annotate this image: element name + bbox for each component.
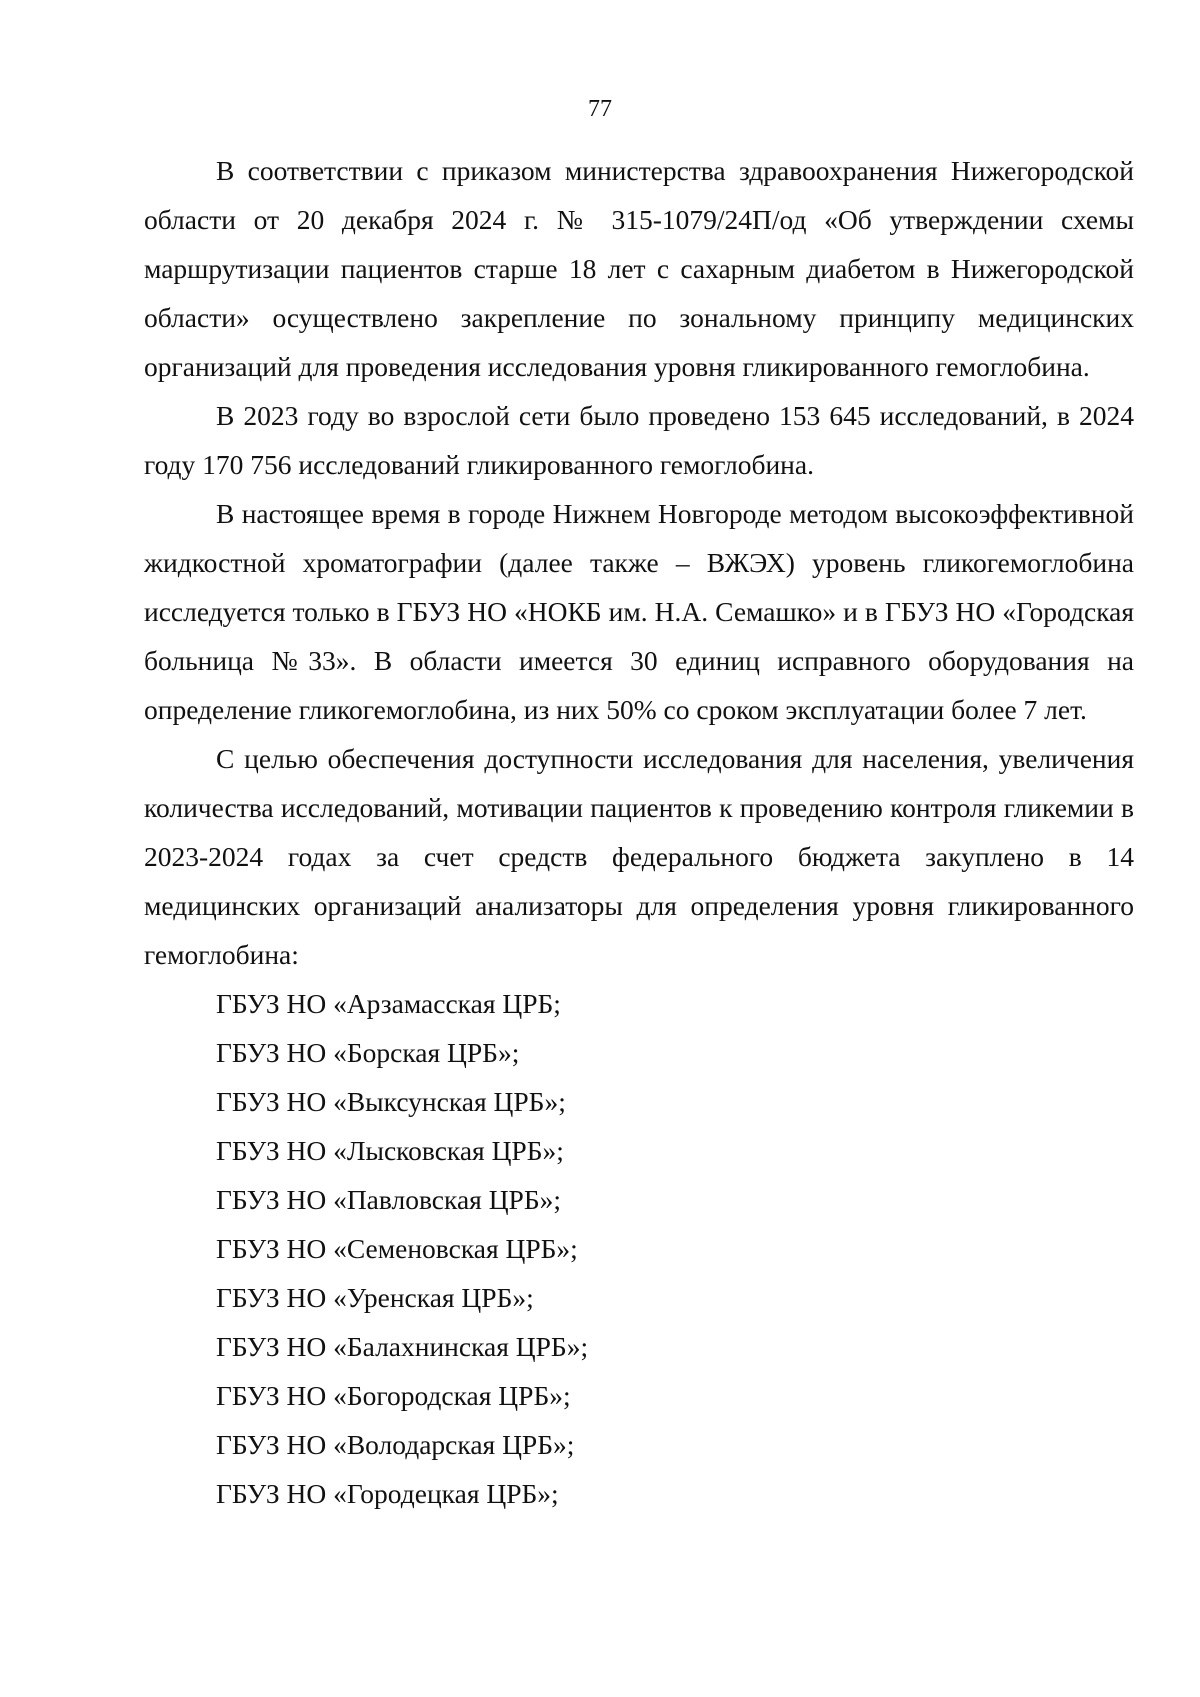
- organization-list: [144, 979, 1134, 1518]
- list-item: ГБУЗ НО «Павловская ЦРБ»;: [216, 1184, 562, 1215]
- paragraph-analyzer-purchase: С целью обеспечения доступности исследования для населения, увеличения количества исследований, мотивации пациентов к проведению контроля гликемии в 2023-2024 годах за счет средств федерального бюджета закуплено в 14 медицинских организаций анализаторы для определения уровня гликированного гемоглобина:: [144, 743, 1134, 970]
- document-body: [144, 146, 1134, 1518]
- list-item: ГБУЗ НО «Богородская ЦРБ»;: [216, 1380, 571, 1411]
- page-number: 77: [588, 96, 612, 122]
- list-item: ГБУЗ НО «Семеновская ЦРБ»;: [216, 1233, 578, 1264]
- list-item: ГБУЗ НО «Арзамасская ЦРБ;: [216, 988, 561, 1019]
- list-item: ГБУЗ НО «Володарская ЦРБ»;: [216, 1429, 575, 1460]
- list-item: ГБУЗ НО «Лысковская ЦРБ»;: [216, 1135, 564, 1166]
- paragraph-hplc-equipment: В настоящее время в городе Нижнем Новгороде методом высокоэффективной жидкостной хроматографии (далее также – ВЖЭХ) уровень гликогемоглобина исследуется только в ГБУЗ НО «НОКБ им. Н.А. Семашко» и в ГБУЗ НО «Городская больница №33». В области имеется 30 единиц исправного оборудования на определение гликогемоглобина, из них 50% со сроком эксплуатации более 7 лет.: [144, 498, 1134, 725]
- list-item: ГБУЗ НО «Борская ЦРБ»;: [216, 1037, 520, 1068]
- paragraph-order-reference: В соответствии с приказом министерства здравоохранения Нижегородской области от 20 декабря 2024 г. № 315-1079/24П/од «Об утверждении схемы маршрутизации пациентов старше 18 лет с сахарным диабетом в Нижегородской области» осуществлено закрепление по зональному принципу медицинских организаций для проведения исследования уровня гликированного гемоглобина.: [144, 155, 1134, 382]
- list-item: ГБУЗ НО «Уренская ЦРБ»;: [216, 1282, 534, 1313]
- list-item: ГБУЗ НО «Выксунская ЦРБ»;: [216, 1086, 566, 1117]
- paragraph-study-counts: В 2023 году во взрослой сети было проведено 153 645 исследований, в 2024 году 170 756 исследований гликированного гемоглобина.: [144, 400, 1134, 480]
- list-item: ГБУЗ НО «Городецкая ЦРБ»;: [216, 1478, 559, 1509]
- list-item: ГБУЗ НО «Балахнинская ЦРБ»;: [216, 1331, 589, 1362]
